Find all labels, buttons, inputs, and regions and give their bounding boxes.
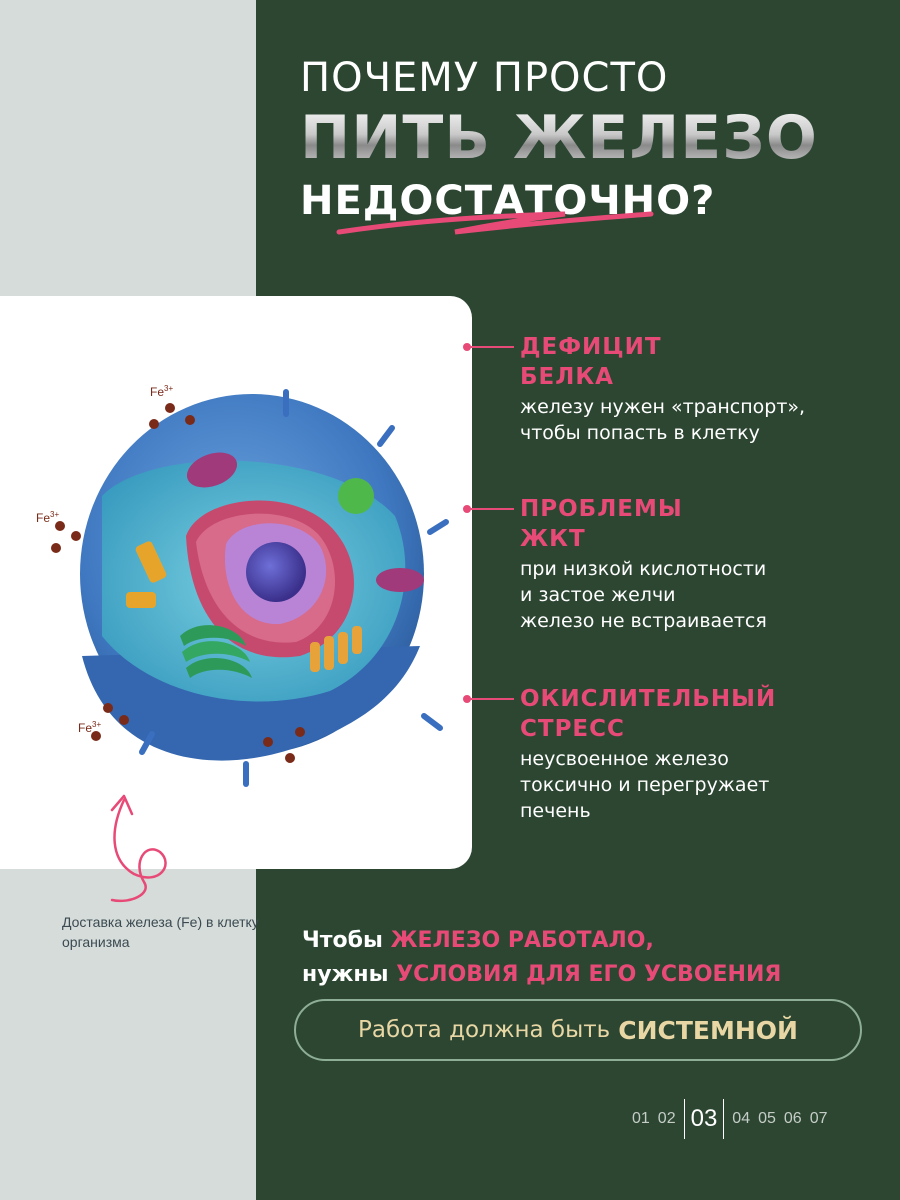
illustration-card: [0, 296, 472, 869]
headline-line-3: НЕДОСТАТОЧНО?: [300, 178, 716, 224]
point-title-line-2: СТРЕСС: [520, 716, 625, 742]
point-title-line-1: ДЕФИЦИТ: [520, 334, 662, 360]
point-protein-deficit: [462, 332, 882, 446]
conclusion-pre-1: Чтобы: [302, 928, 383, 953]
bullet-dot-icon: [462, 342, 522, 352]
point-title-line-2: ЖКТ: [520, 526, 586, 552]
curly-arrow-icon: [90, 790, 200, 910]
point-gi-problems: [462, 494, 882, 634]
fe-label-3: $Fe^{3+}$: [78, 720, 102, 735]
fe-label-2: $Fe^{3+}$: [36, 510, 60, 525]
point-desc-line-2: чтобы попасть в клетку: [520, 422, 760, 444]
page-number[interactable]: 01: [632, 1110, 650, 1127]
pill-text: Работа должна быть: [358, 1017, 611, 1043]
page-number-active[interactable]: 03: [684, 1099, 725, 1139]
bullet-dot-icon: [462, 694, 522, 704]
page-number[interactable]: 06: [783, 1110, 802, 1127]
point-desc-line-1: железу нужен «транспорт»,: [520, 396, 806, 418]
point-title-line-1: ОКИСЛИТЕЛЬНЫЙ: [520, 686, 777, 712]
headline-line-1: ПОЧЕМУ ПРОСТО: [300, 55, 669, 101]
page-number[interactable]: 02: [657, 1110, 676, 1127]
conclusion-highlight-1: ЖЕЛЕЗО РАБОТАЛО,: [390, 928, 654, 953]
bullet-dot-icon: [462, 504, 522, 514]
conclusion-highlight-2: УСЛОВИЯ ДЛЯ ЕГО УСВОЕНИЯ: [396, 962, 782, 987]
fe-label-1: $Fe^{3+}$: [150, 384, 174, 399]
conclusion: [302, 924, 892, 992]
page-number[interactable]: 05: [758, 1110, 776, 1127]
page-number[interactable]: 07: [809, 1110, 828, 1127]
point-title-line-2: БЕЛКА: [520, 364, 614, 390]
pink-underline-icon: [335, 196, 655, 240]
conclusion-line-1: [302, 924, 892, 958]
point-title-line-1: ПРОБЛЕМЫ: [520, 496, 683, 522]
point-desc-line-1: неусвоенное железо: [520, 748, 729, 770]
point-desc-line-2: и застое желчи: [520, 584, 676, 606]
point-oxidative-stress: [462, 684, 882, 824]
page-pager: [628, 1096, 831, 1142]
conclusion-line-2: [302, 958, 892, 992]
point-desc-line-2: токсично и перегружает: [520, 774, 770, 796]
systemic-work-pill: [294, 999, 862, 1061]
point-desc-line-1: при низкой кислотности: [520, 558, 767, 580]
conclusion-pre-2: нужны: [302, 962, 389, 987]
headline-line-2: ПИТЬ ЖЕЛЕЗО: [300, 102, 890, 174]
illustration-caption: Доставка железа (Fe) в клетку организма: [62, 914, 259, 950]
cell-illustration-icon: [0, 296, 472, 869]
point-desc-line-3: печень: [520, 800, 591, 822]
page-number[interactable]: 04: [732, 1110, 751, 1127]
pill-bold-text: СИСТЕМНОЙ: [618, 1015, 798, 1045]
point-desc-line-3: железо не встраивается: [520, 610, 767, 632]
